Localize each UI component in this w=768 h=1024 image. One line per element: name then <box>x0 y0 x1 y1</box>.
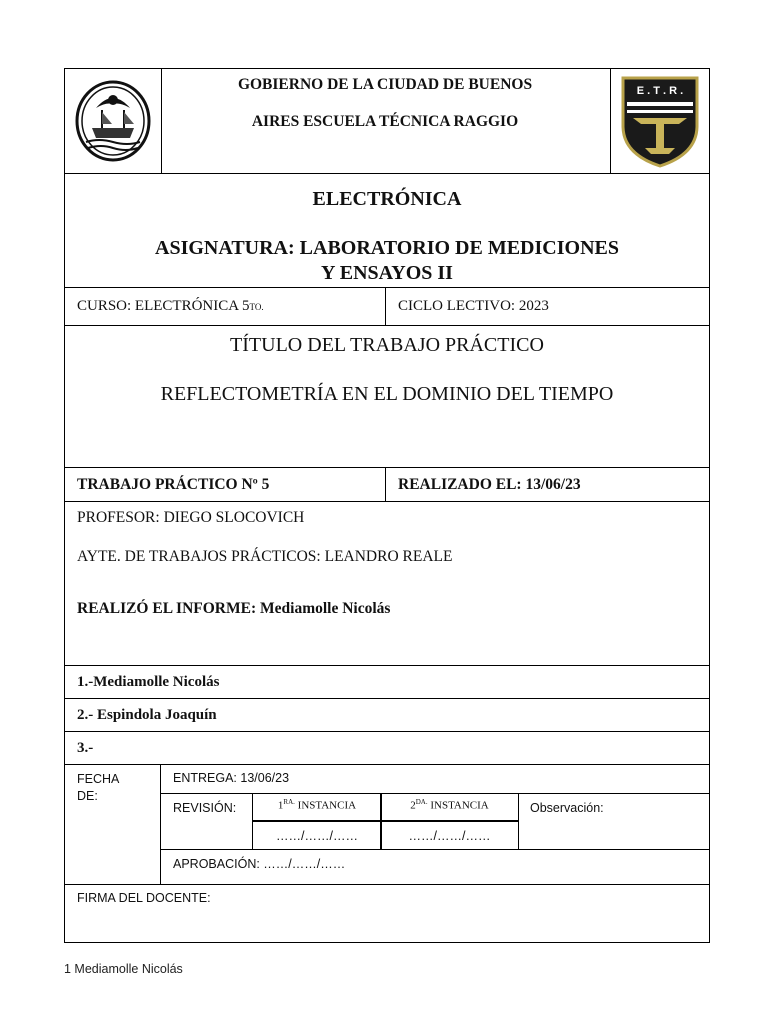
ciclo-cell: CICLO LECTIVO: 2023 <box>398 298 549 314</box>
instancia1-date-cell <box>252 820 382 850</box>
firma-label: FIRMA DEL DOCENTE: <box>77 891 211 905</box>
asignatura-line1: ASIGNATURA: LABORATORIO DE MEDICIONES <box>155 237 619 259</box>
asignatura-line2: Y ENSAYOS II <box>321 262 453 284</box>
fecha-label-line1: FECHA <box>77 772 120 786</box>
member-row-1: 1.-Mediamolle Nicolás <box>64 666 710 699</box>
subject-row <box>64 174 710 288</box>
page-footer: 1 Mediamolle Nicolás <box>64 962 183 976</box>
school-crest-logo <box>610 69 709 173</box>
tp-realizado-row <box>64 468 710 502</box>
instancia2-date-cell <box>380 820 519 850</box>
fecha-label <box>77 771 147 805</box>
area-title: ELECTRÓNICA <box>312 188 462 210</box>
entrega-text: ENTREGA: 13/06/23 <box>173 771 290 785</box>
titulo-row <box>64 326 710 468</box>
instancia1-date: ……/……/…… <box>276 829 358 843</box>
curso-cell <box>65 288 386 325</box>
member-row-3: 3.- <box>64 732 710 765</box>
instancia1-header-cell <box>252 793 382 822</box>
realizado-cell: REALIZADO EL: 13/06/23 <box>398 475 581 493</box>
aprobacion-text: APROBACIÓN: ……/……/…… <box>173 857 346 871</box>
titulo-value: REFLECTOMETRÍA EN EL DOMINIO DEL TIEMPO <box>160 383 614 405</box>
firma-row <box>64 885 710 943</box>
curso-label: CURSO: ELECTRÓNICA 5 <box>77 298 250 314</box>
report-cover-form <box>64 68 710 943</box>
instancia2-sup: DA. <box>415 798 428 806</box>
trabajo-cell: TRABAJO PRÁCTICO Nº 5 <box>65 468 386 501</box>
aprobacion-divider <box>160 849 709 850</box>
staff-row <box>64 502 710 666</box>
fechas-row <box>64 765 710 885</box>
profesor-line: PROFESOR: DIEGO SLOCOVICH <box>77 509 305 526</box>
city-seal-logo <box>65 69 162 173</box>
curso-ciclo-row <box>64 288 710 326</box>
curso-sup: TO. <box>249 301 264 312</box>
header-title-line2: AIRES ESCUELA TÉCNICA RAGGIO <box>251 113 519 130</box>
instancia2-header-cell <box>380 793 519 822</box>
crest-letters: E . T . R . <box>636 85 684 97</box>
city-seal-icon <box>74 80 152 162</box>
header-row <box>64 68 710 174</box>
observacion-label: Observación: <box>530 801 604 815</box>
instancia2-num: 2 <box>410 799 416 812</box>
titulo-heading: TÍTULO DEL TRABAJO PRÁCTICO <box>230 334 544 356</box>
instancia1-num: 1 <box>277 799 284 812</box>
asignatura-title <box>65 236 709 286</box>
ayudante-line: AYTE. DE TRABAJOS PRÁCTICOS: LEANDRO REALE <box>77 548 453 565</box>
school-crest-icon <box>619 74 701 168</box>
member-row-2: 2.- Espindola Joaquín <box>64 699 710 732</box>
informe-line: REALIZÓ EL INFORME: Mediamolle Nicolás <box>77 600 391 617</box>
instancia1-text: INSTANCIA <box>294 799 357 812</box>
header-title-line1: GOBIERNO DE LA CIUDAD DE BUENOS <box>237 76 533 93</box>
instancia1-sup: RA. <box>283 798 295 806</box>
fecha-divider <box>160 765 161 884</box>
instancia2-date: ……/……/…… <box>408 829 491 843</box>
revision-label: REVISIÓN: <box>173 801 237 815</box>
instancia2-text: INSTANCIA <box>427 799 489 812</box>
fecha-label-line2: DE: <box>77 789 98 803</box>
